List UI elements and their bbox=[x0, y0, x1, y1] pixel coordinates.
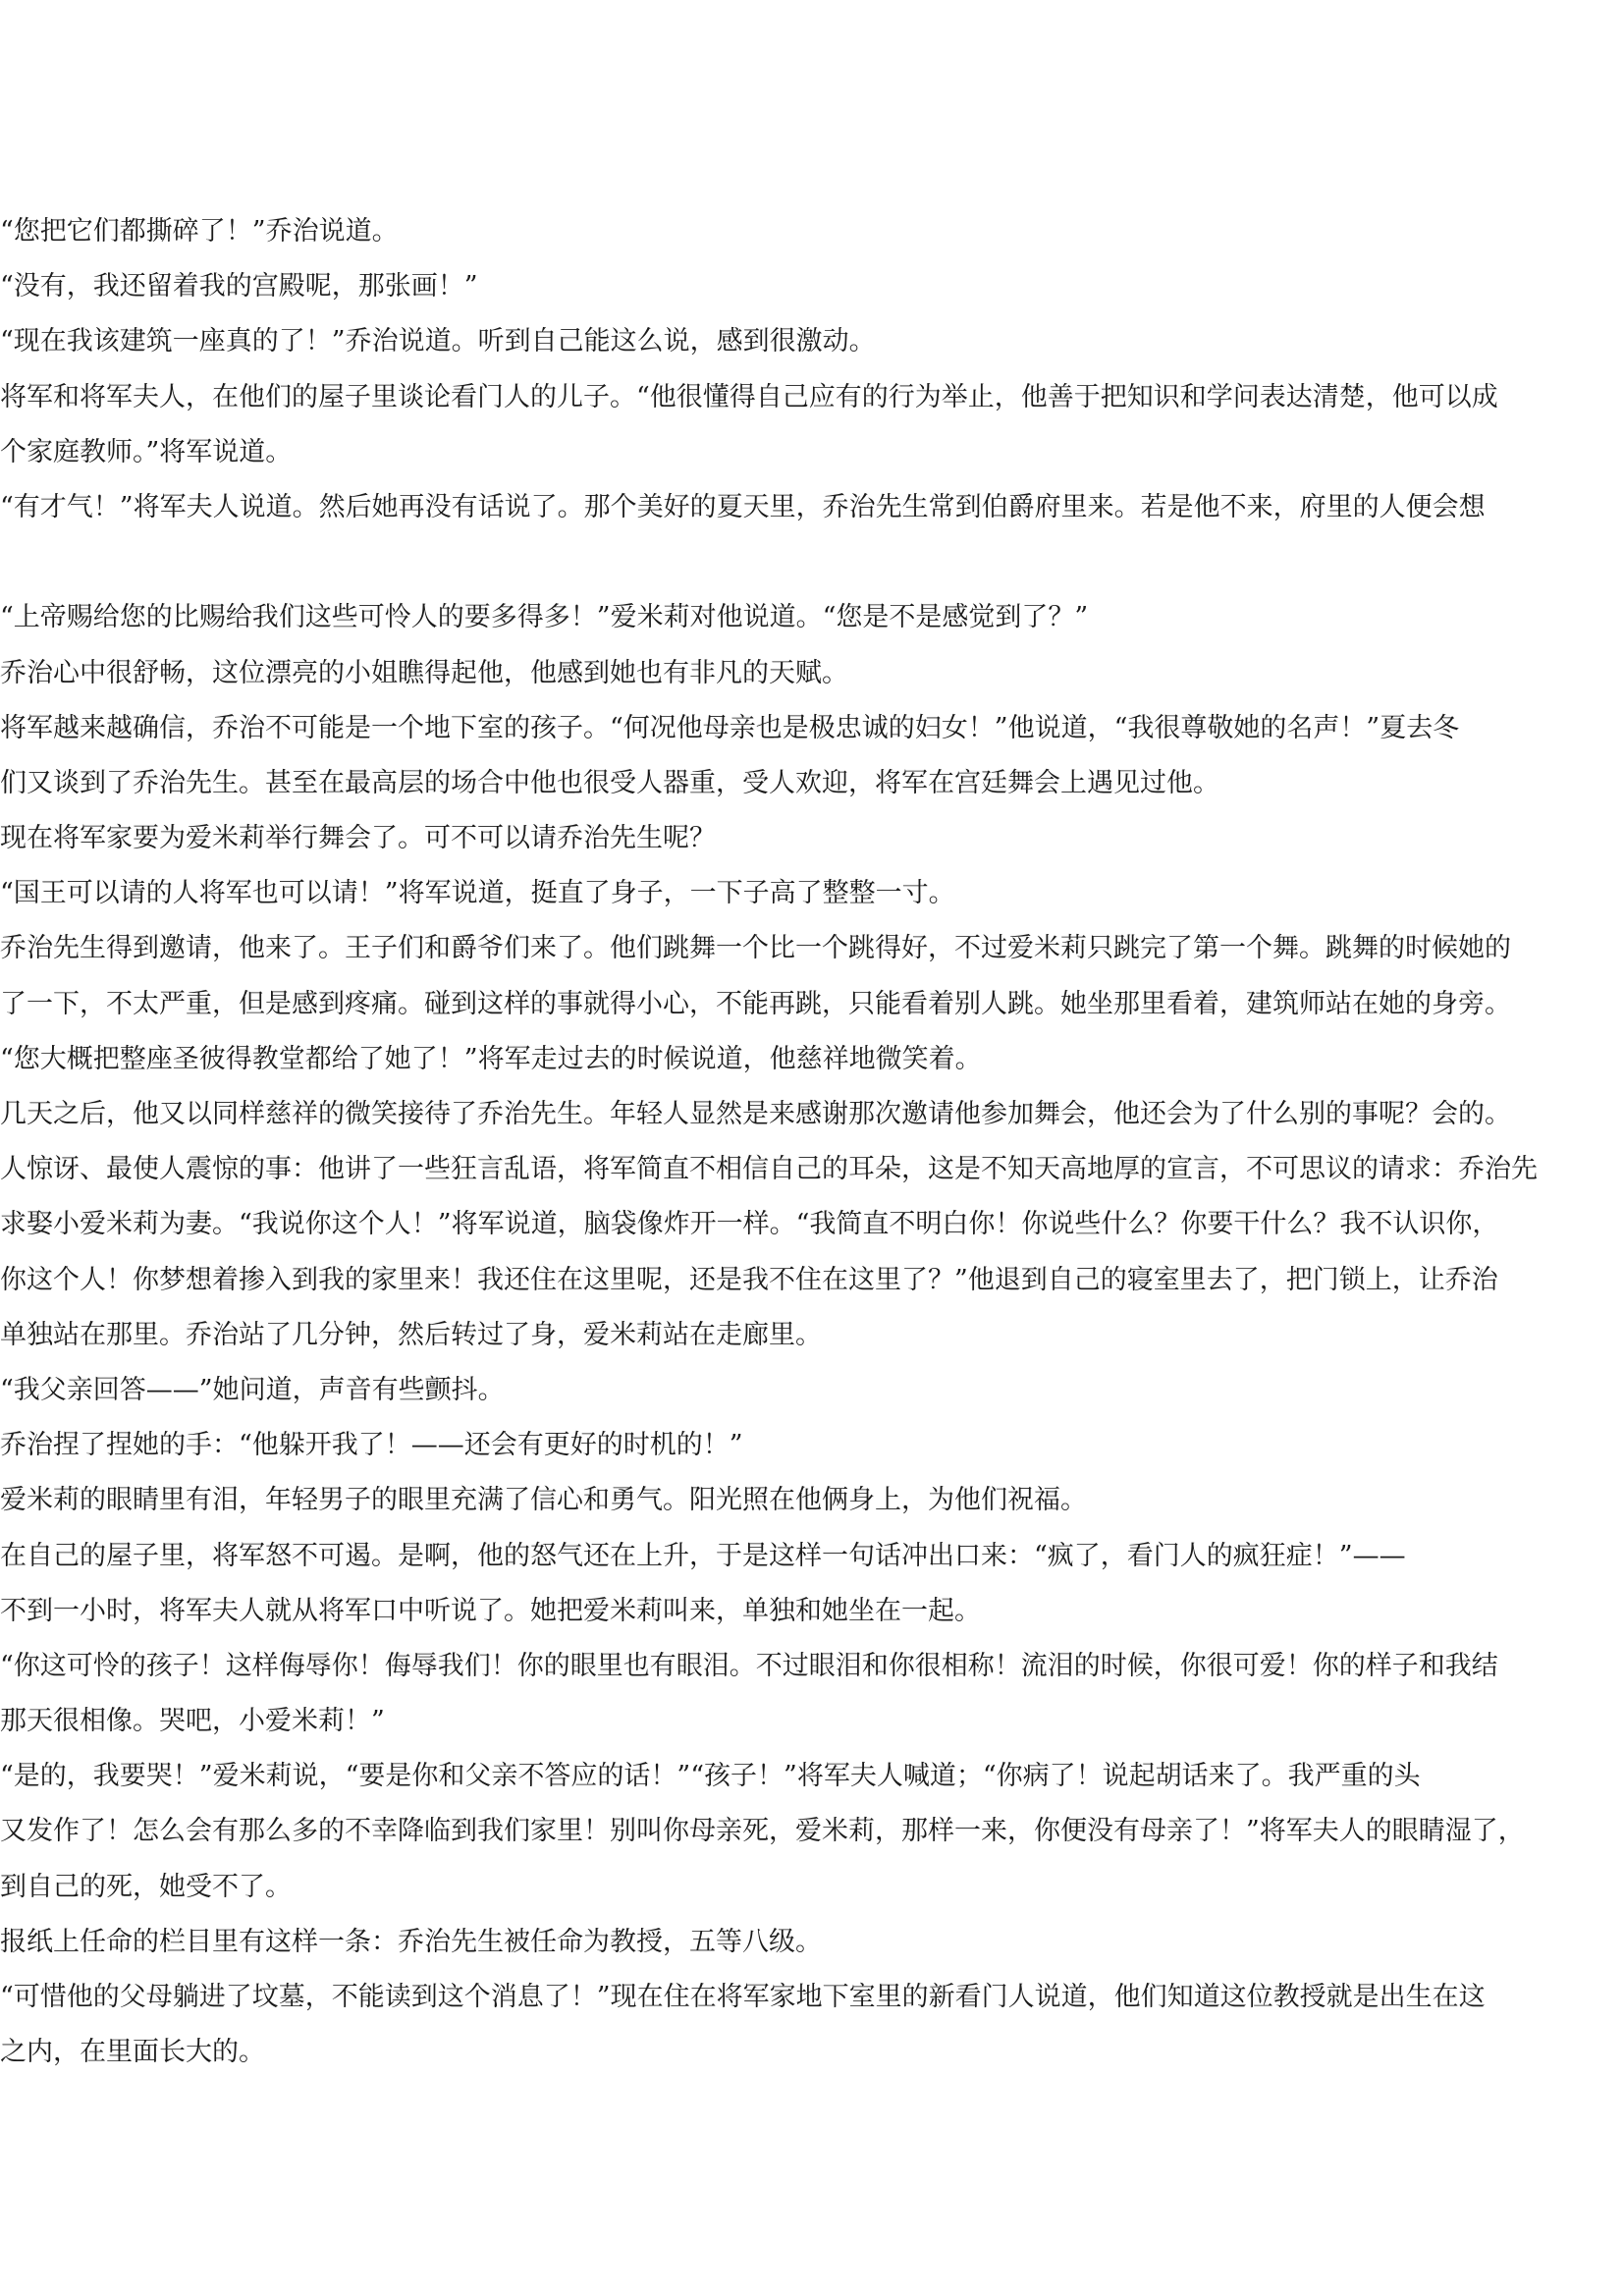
text-line: 们又谈到了乔治先生。甚至在最高层的场合中他也很受人器重，受人欢迎，将军在宫廷舞会上遇见过他。 bbox=[0, 767, 1219, 798]
text-line: 爱米莉的眼睛里有泪，年轻男子的眼里充满了信心和勇气。阳光照在他俩身上，为他们祝福。 bbox=[0, 1485, 1087, 1516]
text-line: “我父亲回答——”她问道，声音有些颤抖。 bbox=[0, 1374, 505, 1405]
text-line: 几天之后，他又以同样慈祥的微笑接待了乔治先生。年轻人显然是来感谢那次邀请他参加舞会，他还会为了什么别的事呢？会的。 bbox=[0, 1099, 1511, 1129]
text-line: 现在将军家要为爱米莉举行舞会了。可不可以请乔治先生呢？ bbox=[0, 823, 716, 854]
text-line: “你这可怜的孩子！这样侮辱你！侮辱我们！你的眼里也有眼泪。不过眼泪和你很相称！流泪的时候，你很可爱！你的样子和我结 bbox=[0, 1650, 1498, 1681]
text-line: “是的，我要哭！”爱米莉说，“要是你和父亲不答应的话！”“孩子！”将军夫人喊道；“你病了！说起胡话来了。我严重的头 bbox=[0, 1761, 1421, 1792]
text-line: 不到一小时，将军夫人就从将军口中听说了。她把爱米莉叫来，单独和她坐在一起。 bbox=[0, 1595, 981, 1626]
text-line: “上帝赐给您的比赐给我们这些可怜人的要多得多！”爱米莉对他说道。“您是不是感觉到了？” bbox=[0, 602, 1089, 633]
text-line: 到自己的死，她受不了。 bbox=[0, 1871, 292, 1902]
text-line: 乔治先生得到邀请，他来了。王子们和爵爷们来了。他们跳舞一个比一个跳得好，不过爱米莉只跳完了第一个舞。跳舞的时候她的 bbox=[0, 933, 1511, 964]
text-line: “您大概把整座圣彼得教堂都给了她了！”将军走过去的时候说道，他慈祥地微笑着。 bbox=[0, 1043, 982, 1074]
text-line: 求娶小爱米莉为妻。“我说你这个人！”将军说道，脑袋像炸开一样。“我简直不明白你！你说些什么？你要干什么？我不认识你， bbox=[0, 1209, 1499, 1240]
text-line: 报纸上任命的栏目里有这样一条：乔治先生被任命为教授，五等八级。 bbox=[0, 1926, 822, 1957]
text-line: 将军越来越确信，乔治不可能是一个地下室的孩子。“何况他母亲也是极忠诚的妇女！”他说道，“我很尊敬她的名声！”夏去冬 bbox=[0, 712, 1460, 743]
text-line: 乔治捏了捏她的手：“他躲开我了！——还会有更好的时机的！” bbox=[0, 1430, 743, 1461]
text-line: 又发作了！怎么会有那么多的不幸降临到我们家里！别叫你母亲死，爱米莉，那样一来，你便没有母亲了！”将军夫人的眼睛湿了， bbox=[0, 1816, 1525, 1847]
text-line: 人惊讶、最使人震惊的事：他讲了一些狂言乱语，将军简直不相信自己的耳朵，这是不知天高地厚的宣言，不可思议的请求：乔治先 bbox=[0, 1154, 1538, 1185]
text-line: “您把它们都撕碎了！”乔治说道。 bbox=[0, 216, 399, 246]
text-line: 你这个人！你梦想着掺入到我的家里来！我还住在这里呢，还是我不住在这里了？”他退到自己的寝室里去了，把门锁上，让乔治 bbox=[0, 1264, 1498, 1295]
text-line: 那天很相像。哭吧，小爱米莉！” bbox=[0, 1706, 385, 1737]
text-line: 之内，在里面长大的。 bbox=[0, 2037, 265, 2068]
text-line: 将军和将军夫人，在他们的屋子里谈论看门人的儿子。“他很懂得自己应有的行为举止，他善于把知识和学问表达清楚，他可以成 bbox=[0, 381, 1498, 412]
body-text bbox=[0, 204, 1623, 2080]
text-line: 乔治心中很舒畅，这位漂亮的小姐瞧得起他，他感到她也有非凡的天赋。 bbox=[0, 657, 848, 688]
text-line: “没有，我还留着我的宫殿呢，那张画！” bbox=[0, 271, 478, 302]
text-line: “有才气！”将军夫人说道。然后她再没有话说了。那个美好的夏天里，乔治先生常到伯爵府里来。若是他不来，府里的人便会想 bbox=[0, 491, 1486, 522]
text-line: “国王可以请的人将军也可以请！”将军说道，挺直了身子，一下子高了整整一寸。 bbox=[0, 878, 955, 909]
text-line bbox=[0, 535, 1623, 590]
text-line: 了一下，不太严重，但是感到疼痛。碰到这样的事就得小心，不能再跳，只能看着别人跳。她坐那里看着，建筑师站在她的身旁。 bbox=[0, 988, 1511, 1019]
text-line: 在自己的屋子里，将军怒不可遏。是啊，他的怒气还在上升，于是这样一句话冲出口来：“疯了，看门人的疯狂症！”—— bbox=[0, 1540, 1406, 1571]
text-line: 单独站在那里。乔治站了几分钟，然后转过了身，爱米莉站在走廊里。 bbox=[0, 1319, 822, 1350]
text-line: 个家庭教师。”将军说道。 bbox=[0, 436, 293, 467]
text-line: “现在我该建筑一座真的了！”乔治说道。听到自己能这么说，感到很激动。 bbox=[0, 326, 876, 357]
text-line: “可惜他的父母躺进了坟墓，不能读到这个消息了！”现在住在将军家地下室里的新看门人说道，他们知道这位教授就是出生在这 bbox=[0, 1982, 1486, 2012]
